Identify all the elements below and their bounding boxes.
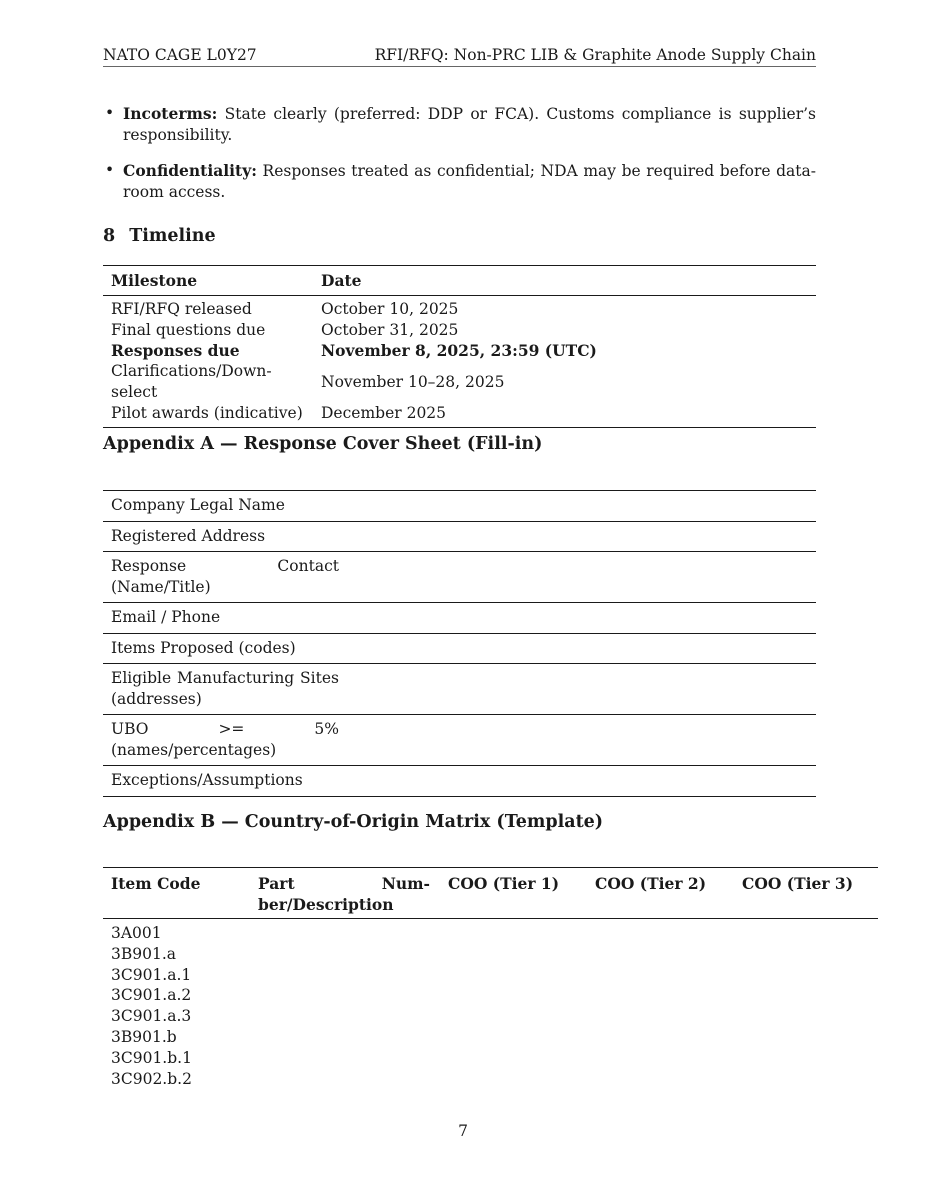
header-cage-code: NATO CAGE L0Y27	[103, 46, 257, 64]
cover-field-label: Registered Address	[111, 526, 266, 545]
cover-field-row	[103, 715, 816, 766]
date-cell: November 10–28, 2025	[321, 372, 505, 391]
appendix-b-heading: Appendix B — Country-of-Origin Matrix (Template)	[103, 812, 604, 832]
column-header-coo-tier2: COO (Tier 2)	[595, 874, 707, 893]
column-header-item-code: Item Code	[111, 874, 201, 893]
date-cell: November 8, 2025, 23:59 (UTC)	[321, 340, 597, 360]
page-number: 7	[458, 1122, 468, 1140]
milestone-cell: Final questions due	[111, 320, 266, 339]
bullet-term: Confidentiality:	[123, 161, 257, 180]
cover-field-label: Eligible Manufacturing Sites (addresses)	[111, 669, 339, 708]
section-number: 8	[103, 226, 116, 246]
item-code-list	[103, 919, 878, 1089]
coo-matrix-table	[103, 867, 878, 1089]
coo-matrix-header-row	[103, 867, 878, 919]
table-row	[103, 403, 816, 427]
list-item: 3C901.a.2	[111, 986, 192, 1005]
milestone-cell: RFI/RFQ released	[111, 300, 252, 318]
list-item: 3B901.a	[111, 944, 177, 963]
list-item: 3C901.a.1	[111, 965, 192, 984]
cover-field-row	[103, 552, 816, 603]
bullet-term: Incoterms:	[123, 104, 218, 123]
bullet-text: State clearly (preferred: DDP or FCA). Customs compliance is supplier’s responsibility.	[123, 105, 816, 144]
timeline-table	[103, 265, 816, 428]
cover-field-label: UBO >= 5% (names/percentages)	[111, 720, 339, 759]
list-item: 3B901.b	[111, 1027, 177, 1046]
header-document-title: RFI/RFQ: Non-PRC LIB & Graphite Anode Supply Chain	[374, 46, 816, 64]
section-heading-timeline	[103, 224, 216, 248]
bullet-confidentiality	[103, 160, 816, 203]
appendix-a-heading: Appendix A — Response Cover Sheet (Fill-in)	[103, 434, 543, 454]
cover-field-row	[103, 603, 816, 634]
date-cell: October 31, 2025	[321, 320, 459, 339]
list-item: 3C902.b.2	[111, 1069, 192, 1088]
terms-bullet-list	[103, 103, 816, 217]
cover-field-label: Email / Phone	[111, 608, 221, 626]
column-header-milestone: Milestone	[103, 266, 313, 296]
table-row-emphasized	[103, 341, 816, 362]
column-header-coo-tier1: COO (Tier 1)	[448, 874, 560, 893]
column-header-coo-tier3: COO (Tier 3)	[742, 874, 854, 893]
bullet-incoterms	[103, 103, 816, 146]
table-row	[103, 296, 816, 320]
list-item: 3C901.b.1	[111, 1048, 192, 1067]
milestone-cell: Pilot awards (indicative)	[103, 403, 313, 427]
timeline-header-row	[103, 266, 816, 296]
cover-field-label: Company Legal Name	[111, 496, 285, 514]
date-cell: December 2025	[313, 403, 816, 427]
milestone-cell: Responses due	[111, 340, 240, 360]
cover-field-label: Items Proposed (codes)	[111, 638, 296, 657]
cover-field-row	[103, 522, 816, 553]
cover-field-label: Exceptions/Assumptions	[111, 771, 303, 789]
milestone-cell: Clarifications/Down-select	[111, 362, 272, 402]
cover-field-row	[103, 664, 816, 715]
bullet-icon: •	[105, 104, 115, 122]
table-row	[103, 320, 816, 341]
cover-field-label: Response Contact (Name/Title)	[111, 557, 339, 596]
bullet-icon: •	[105, 161, 115, 179]
list-item: 3C901.a.3	[111, 1007, 192, 1026]
cover-field-row	[103, 491, 816, 522]
column-header-date: Date	[313, 266, 816, 296]
bullet-text: Responses treated as confidential; NDA may be required before data-room access.	[123, 162, 816, 201]
cover-sheet-table	[103, 490, 816, 797]
date-cell: October 10, 2025	[321, 300, 459, 318]
section-title: Timeline	[129, 226, 216, 246]
list-item: 3A001	[111, 924, 162, 942]
running-header	[103, 44, 816, 67]
table-row	[103, 361, 816, 403]
column-header-part-number: Part Num- ber/Description	[258, 874, 430, 914]
cover-field-row	[103, 634, 816, 665]
cover-field-row	[103, 766, 816, 797]
